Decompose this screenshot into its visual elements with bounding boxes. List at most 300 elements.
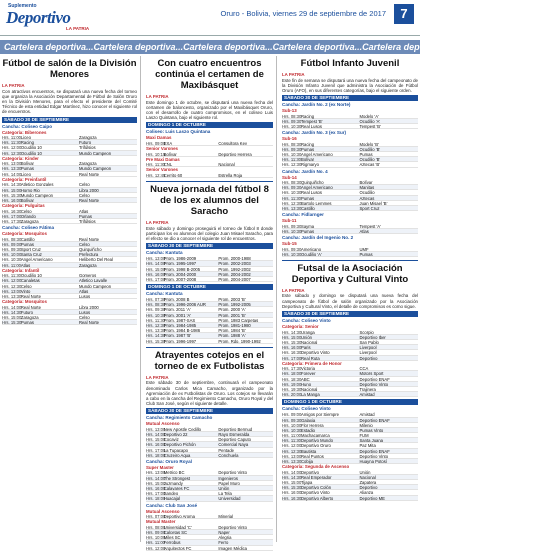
fixture-time: Hrs. 20:00 [282,392,302,398]
fixture-away-team: Conchuela [218,452,239,458]
schedule-category: Senior Varones [146,167,178,173]
fixture-time: Hrs. 18:00 [282,371,302,377]
fixture-away-team: Imagen Médica [218,545,248,551]
fixture-time: Hrs. 09:00 [282,412,302,418]
fixture-away-team: Trifúlsios [78,218,96,224]
fixture-home-team: Juzmandy [163,480,183,486]
fixture-time: Hrs. 12:30 [2,283,22,289]
fixture-row [146,453,273,458]
fixture-away-team: San Pablo [359,339,379,345]
fixture-away-team: Modelo 'B' [359,141,379,147]
fixture-home-team: Orlando [20,213,36,219]
fixture-away-team: Comercial Naya [218,442,249,448]
fixture-time: Hrs. 14:00 [2,304,22,310]
fixture-row [146,546,273,551]
fixture-away-team: Pumas Vinto [359,427,384,433]
fixture-time: Hrs. 11:30 [282,157,302,163]
fixture-time: Hrs. 09:30 [282,118,302,124]
fixture-away-team: Zaragoza [78,161,97,167]
fixture-home-team: Huno [301,381,312,387]
fixture-time: Hrs. 12:30 [282,200,302,206]
article-byline: LA PATRIA [282,287,305,293]
fixture-away-team: UMF [359,246,369,252]
fixture-time: Hrs. 10:30 [146,312,166,318]
newspaper-logo [6,3,106,33]
fixture-away-team: Liverpool [359,345,377,351]
fixture-time: Hrs. 07:00 [146,514,166,520]
fixture-away-team: Lusos [78,294,91,300]
fixture-home-team: Calcetas SC [163,529,188,535]
article-byline: LA PATRIA [282,72,305,77]
fixture-home-team: Deportivo Aroma [163,514,195,520]
fixture-away-team: Atletico Lavalle [78,278,108,284]
fixture-away-team: Sport Cruz [359,206,380,212]
fixture-time: Hrs. 18:00 [146,496,166,502]
fixture-time: Hrs. 15:00 [146,266,166,272]
fixture-time: Hrs. 12:30 [282,448,302,454]
fixture-home-team: New Apostle Cedillo [163,426,202,432]
fixture-time: Hrs. 08:30 [282,180,302,186]
schedule-category: Pre Maxi Damas [146,156,180,162]
schedule-venue: Cancha: Jardín No. 2 (ex Norte) [282,102,351,108]
fixture-away-team: Mundo Campeon [78,150,112,156]
fixture-away-team: Zaragoza [78,262,97,268]
fixture-home-team: Atlas [20,262,31,268]
fixture-away-team: Real Norte [78,171,99,177]
fixture-time: Hrs. 08:30 [146,302,166,308]
fixture-home-team: Prom. 1987 'B' [163,333,191,339]
fixture-home-team: Americano [301,246,322,252]
fixture-away-team: Trajinera [359,386,376,392]
schedule-venue: Cancha: Coliseo Vinto [282,406,331,412]
fixture-home-team: Cobija [301,459,313,465]
fixture-time: Hrs. 09:30 [282,185,302,191]
fixture-time: Hrs. 12:00 [2,278,22,284]
fixture-away-team: Amistad [359,412,375,418]
dateline: Oruro - Bolivia, viernes 29 de septiembre de 2017 [220,9,386,18]
article-lead: Este sábado 30 de septiembre, continuará el campeonato denominado Carlos Mica Camacho, organizado por la Agremiación de ex Futbolistas de Oruro. Los cotejos se llevarán a cabo en la cancha del Regimiento Camacho, Oruro Royal y del Club San José, según el siguiente detalle. [146,380,273,407]
fixture-away-team: Deportivo ENAF [359,376,390,382]
fixture-away-team: Consultora Kev [218,140,248,146]
fixture-home-team: Quirquiñcho [301,180,324,186]
article-maxibasquet [146,58,273,178]
fixture-away-team: Ocudilio [359,190,375,196]
fixture-home-team: Vinto [20,288,31,294]
fixture-away-team: Deportivo Vinto [218,470,247,476]
fixture-away-team: Prom. 1983 Carpetas [218,317,259,323]
fixture-time: Hrs. 14:30 [282,474,302,480]
fixture-away-team: Ocudilio 'A' [359,118,381,124]
article-byline: LA PATRIA [146,94,169,99]
fixture-time: Hrs. 15:00 [282,480,302,486]
fixture-home-team: Uranga [301,329,315,335]
fixture-home-team: Pumas [301,195,315,201]
fixture-home-team: Real Ruta [301,355,320,361]
fixture-away-team: Milenio [359,422,373,428]
fixture-away-team: Prom. Rdo. 1990-1992 [218,338,261,344]
fixture-away-team: Prom. 2004-2002 [218,271,251,277]
logo-supplement: Suplemento [8,3,37,9]
fixture-away-team: Pumas [78,213,92,219]
fixture-away-team: Libra 2000 [78,304,99,310]
schedule-category: Categoría: Infantil [2,267,40,273]
fixture-home-team: Huacajal [163,496,181,502]
fixture-time: Hrs. 15:00 [282,334,302,340]
schedule-venue: Cancha: Fidlarnger [282,212,324,218]
fixture-time: Hrs. 13:30 [146,328,166,334]
fixture-home-team: Flor Herrera [301,422,324,428]
article-title: Fútbol Infanto Juvenil [300,58,400,69]
fixture-away-team: Bolívar [359,180,373,186]
fixture-time: Hrs. 15:30 [282,339,302,345]
fixture-home-team: Victoria [301,366,315,372]
fixture-home-team: Arquitectos FC [163,545,192,551]
fixture-home-team: Sandeo [163,491,179,497]
article-juvenil [282,58,418,257]
fixture-time: Hrs. 10:30 [282,123,302,129]
fixture-away-team: Mundo Campeon [78,283,112,289]
schedule-venue: Cancha: Jardín del Ingenio No. 2 [282,235,354,241]
fixture-home-team: Amigos por Siempre [301,412,339,418]
fixture-home-team: Deportivo 22 [163,432,188,437]
fixture-home-team: Metrico BC [163,470,185,476]
fixture-time: Hrs. 15:30 [2,320,22,326]
fixture-time: Hrs. 19:30 [282,386,302,392]
fixture-away-team: Prom. 2001 'B' [218,312,246,318]
fixture-away-team: Huayna Potosí [359,459,387,465]
fixture-home-team: Zaragoza [20,218,39,224]
fixture-home-team: La Manga [301,392,320,398]
fixture-away-team: Aztecas 'B' [359,162,380,168]
fixture-home-team: Bolívar [20,197,34,203]
fixture-away-team: Prom. 1992-2002 [218,266,251,272]
fixture-time: Hrs. 11:30 [146,162,166,168]
fixture-home-team: Deportivo Pichón [163,442,196,448]
fixture-time: Hrs. 16:00 [146,271,166,277]
fixture-away-team: Atlas [78,288,89,294]
fixture-home-team: Prom. 1995-1997 [163,261,197,267]
schedule-category: Categoría: Primera de Honor [282,360,342,366]
fixture-home-team: Sayma [301,223,315,229]
fixture-away-team: Rayo Esmeralda [218,432,250,437]
fixture-away-team: Atlas [359,228,369,234]
fixture-away-team: Pentade [218,447,234,453]
fixture-away-team: Real Norte [78,236,99,242]
schedule-category: Mutual Ascenso [146,508,180,514]
fixture-away-team: Celso [78,241,90,247]
fixture-time: Hrs. 17:00 [146,491,166,497]
schedule-category: Sub-16 [282,136,297,142]
fixture-time: Hrs. 10:30 [282,251,302,257]
column-left [2,56,141,542]
fixture-time: Hrs. 08:30 [282,141,302,147]
fixture-away-team: Futuro [78,140,92,146]
fixture-home-team: Pumas [301,228,315,234]
fixture-time: Hrs. 12:00 [282,443,302,449]
article-lead: Con atractivos encuentros, se disputará una nueva fecha del torneo que organiza la Asociación Departamental de Fútbol de Salón Oruro en la División Menores, para el efecto el presidente del Comité Técnico de esta entidad Edgar Martínez, hizo conocer el siguiente rol de encuentros. [2,88,137,115]
fixture-time: Hrs. 12:45 [146,172,166,178]
fixture-home-team: Prom. 2004-2000 [163,271,197,277]
fixture-time: Hrs. 16:00 [2,197,22,203]
fixture-time: Hrs. 17:00 [2,213,22,219]
fixture-time: Hrs. 17:00 [146,276,166,282]
fixture-time: Hrs. 11:00 [282,433,302,439]
fixture-home-team: Prom. 1984-1985 [163,323,197,329]
fixture-time: Hrs. 13:00 [146,256,166,262]
fixture-time: Hrs. 16:30 [282,350,302,356]
fixture-away-team: Alegria [218,535,232,541]
fixture-away-team: Trifúlsios [78,145,96,151]
fixture-away-team: Quirquiñcho [78,247,102,253]
fixture-home-team: Calavares FC [163,486,190,491]
fixture-away-team: Deportivo [359,355,378,361]
fixture-time: Hrs. 10:30 [2,257,22,263]
fixture-away-team: Minerial [218,514,234,520]
fixture-home-team: Estadio [301,427,315,433]
fixture-row [282,252,418,257]
fixture-home-team: Bolívar [20,161,34,167]
fixture-away-team: Real Norte [78,320,99,326]
schedule-date: DOMINGO 1 DE OCTUBRE [146,122,273,128]
article-title: Nueva jornada del fútbol 8 de los ex alumnos del Saracho [150,184,269,218]
fixture-time: Hrs. 16:00 [282,490,302,496]
article-byline: LA PATRIA [146,374,169,380]
fixture-home-team: Pumas [20,166,34,172]
fixture-away-team: Prom. 1984 'B' [218,328,246,334]
fixture-time: Hrs. 15:00 [2,187,22,193]
fixture-home-team: Sport Cruz [20,247,41,253]
fixture-home-team: Deportivo Colón [301,485,332,491]
fixture-home-team: Machacamarca [301,433,330,439]
article-lead: Este domingo 1 de octubre, se disputará una nueva fecha del certamen de baloncesto, organizado por el Maxibásquet Oruro, con el desarrollo de cuatro compromisos, en el coliseo Luis Laszo Quintana, bajo el siguiente rol. [146,99,273,121]
fixture-home-team: Miles SC [163,535,181,541]
fixture-time: Hrs. 08:00 [146,524,166,530]
fixture-time: Hrs. 14:30 [146,333,166,339]
fixture-time: Hrs. 16:00 [146,486,166,491]
fixture-home-team: Prom. 2011 'A' [163,307,191,313]
fixture-home-team: Real Emperador [301,474,332,480]
article-byline: LA PATRIA [146,220,169,226]
fixture-home-team: EXA [163,140,173,146]
fixture-row [2,320,137,325]
fixture-home-team: Deportivo Vinto [301,490,330,496]
masthead [0,0,420,36]
fixture-row [282,229,418,234]
fixture-time: Hrs. 13:30 [282,206,302,212]
fixture-home-team: Prom. 1986-2009 [163,256,197,262]
fixture-time: Hrs. 14:30 [2,182,22,188]
fixture-away-team: Prom. 1981-1980 [218,323,251,329]
fixture-away-team: Scorpio [359,329,374,335]
fixture-away-team: Modelo 'A' [359,113,379,119]
fixture-time: Hrs. 14:00 [146,432,166,437]
schedule-date: DOMINGO 1 DE OCTUBRE [282,399,418,405]
fixture-home-team: Prom. 1996-1997 [163,338,197,344]
fixture-away-team: Zapatera [359,480,377,486]
fixture-away-team: Libra 2000 [78,187,99,193]
fixture-time: Hrs. 16:00 [146,442,166,448]
fixture-home-team: Futuro [20,309,33,315]
fixture-home-team: Liceo [20,171,31,177]
fixture-time: Hrs. 12:00 [2,145,22,151]
fixture-away-team: Prom. 1988 'A' [218,333,246,339]
schedule-venue: Cancha: Club San José [146,502,198,508]
fixture-away-team: Deportivo Vinto [218,524,247,530]
fixture-home-team: Liceo [20,135,31,141]
article-byline: LA PATRIA [2,83,25,88]
fixture-home-team: Bolívar [301,157,315,163]
schedule-venue: Cancha: Coliseo Vinto [282,318,331,324]
fixture-home-team: Prom. 2007-2008 [163,276,197,282]
fixture-home-team: Ocudilio 10 [20,273,42,279]
fixture-away-team: Deportivo [359,485,378,491]
fixture-away-team: Celso [78,182,90,188]
fixture-home-team: Celso [20,283,32,289]
schedule-venue: Cancha: Jardín No. 4 [282,168,328,174]
fixture-time: Hrs. 14:30 [282,329,302,335]
fixture-time: Hrs. 13:00 [2,161,22,167]
fixture-home-team: Pumas [20,320,34,326]
article-lead: Este sábado y domingo proseguirá el torneo de fútbol 8 donde participan los ex alumnos del colegio Juan Misael Saracho, para el efecto se dio a conocer el siguiente rol de encuentros. [146,225,273,241]
schedule-venue: Cancha: Jardín No. 3 (ex Sur) [282,130,347,136]
fixture-time: Hrs. 10:30 [282,152,302,158]
fixture-time: Hrs. 12:30 [282,162,302,168]
fixture-away-team: Prom. 2003 'B' [218,297,246,303]
fixture-time: Hrs. 09:00 [146,529,166,535]
fixture-home-team: Horno Rio [20,187,40,193]
fixture-away-team: Prom. 2000-1988 [218,256,251,262]
schedule-category: Categoría: Biberones [2,129,47,135]
fixture-home-team: Angel Americano [301,185,333,191]
fixture-home-team: Cerrito 60 [163,172,183,178]
fixture-home-team: Racing [301,113,315,119]
fixture-time: Hrs. 15:00 [2,315,22,321]
schedule-venue: Coliseo: Luis Laszo Quintana [146,129,211,135]
fixture-away-team: Juan Misael 'B' [359,200,388,206]
fixture-away-team: Alianza [359,490,374,496]
fixture-row [146,339,273,344]
fixture-away-team: Manitas [359,185,375,191]
fixture-time: Hrs. 12:30 [2,150,22,156]
schedule-category: Categoría: Senior [282,324,319,330]
fixture-away-team: Motors Sport [359,371,384,377]
fixture-home-team: Real Norte [20,304,41,310]
divider [146,347,273,348]
fixture-time: Hrs. 15:30 [282,485,302,491]
fixture-home-team: Atletico Gonzales [20,182,54,188]
fixture-time: Hrs. 09:30 [282,146,302,152]
schedule-venue: Cancha: Kantuta [146,291,183,297]
schedule-category: Categoría: Preinfantil [2,176,47,182]
fixture-away-team: Deportivo ENAF [359,417,390,423]
schedule-category: Categoría: Segunda de Ascenso [282,464,350,470]
fixture-home-team: Deportivo Alberto [301,495,334,501]
fixture-time: Hrs. 11:30 [282,438,302,444]
schedule-venue: Cancha: Coliseo Fátima [2,225,55,231]
fixture-away-team: Tempest 'A' [359,223,381,229]
fixture-home-team: Bolívar [163,151,177,157]
fixture-away-team: Tempest 'B' [359,123,381,129]
fixture-home-team: Prom. 1987-SAS [163,317,196,323]
fixture-away-team: FUM [359,433,369,439]
fixture-away-team: Aztecas [359,195,375,201]
fixture-away-team: Celso [78,192,90,198]
fixture-home-team: Deportivo [301,469,319,475]
schedule-venue: Cancha: Coliseo Caipo [2,123,53,129]
fixture-time: Hrs. 11:30 [282,195,302,201]
fixture-time: Hrs. 10:00 [146,535,166,541]
fixture-away-team: Deportivo Vinto [359,381,389,387]
fixture-home-team: Prom. 2001 'A' [163,312,191,318]
fixture-row [282,206,418,211]
article-vinto [282,263,418,501]
fixture-home-team: Pumas [20,241,34,247]
fixture-time: Hrs. 15:30 [2,192,22,198]
fixture-home-team: Pumas [301,146,315,152]
fixture-row [146,173,273,178]
fixture-time: Hrs. 09:30 [146,307,166,313]
fixture-time: Hrs. 15:00 [146,480,166,486]
fixture-home-team: Cruzeiro Aqua [163,452,191,458]
fixture-home-team: ABC [301,376,310,382]
schedule-category: Sub-15 [282,241,297,247]
fixture-away-team: Unión [218,486,230,491]
fixture-row [2,219,137,224]
fixture-row [282,392,418,397]
fixture-home-team: Celso [20,208,32,214]
fixture-time: Hrs. 11:30 [2,273,22,279]
fixture-away-team: Deportivo Herrera [218,151,252,157]
fixture-home-team: La Tupacapo [163,447,188,453]
fixture-home-team: Tempest 'B' [301,118,323,124]
fixture-time: Hrs. 09:00 [146,140,166,146]
schedule-venue: Cancha: Regimiento Camacho [146,415,213,421]
fixture-away-team: Prefectura [78,252,99,258]
fixture-home-team: Prom. 1996-2006 AUR [163,302,206,308]
column-right [279,56,418,542]
schedule-category: Sub-14 [282,174,297,180]
fixture-row [282,124,418,129]
fixture-home-team: Deportivo Oruro [301,443,331,449]
fixture-time: Hrs. 17:30 [282,366,302,372]
fixture-away-team: Papel Muro [218,480,240,486]
fixture-time: Hrs. 11:30 [146,317,166,323]
article-saracho [146,184,273,344]
fixture-away-team: Prom. 2002-2003 [218,261,251,267]
schedule-category: Categoría: Kinder [2,155,39,161]
fixture-time: Hrs. 14:00 [146,475,166,481]
fixture-time: Hrs. 09:30 [2,247,22,253]
fixture-time: Hrs. 13:00 [282,453,302,459]
column-middle [143,56,277,551]
schedule-venue: Cancha: Kantuta [146,250,183,256]
fixture-row [282,496,418,501]
fixture-home-team: Deportivo Vinto [301,350,330,356]
fixture-away-team: Deportivo Bermud [218,426,253,432]
fixture-away-team: Liverpool [359,350,377,356]
fixture-away-team: Deportivo ME [359,495,385,501]
fixture-time: Hrs. 13:30 [282,459,302,465]
fixture-time: Hrs. 09:30 [282,417,302,423]
fixture-away-team: Ocudilio 'B' [359,146,381,152]
fixture-home-team: Cocaviz [163,437,179,443]
fixture-time: Hrs. 12:00 [146,545,166,551]
fixture-home-team: Castillo [301,206,315,212]
schedule-category: Mutual Ascenso [146,421,180,427]
fixture-time: Hrs. 11:00 [146,540,166,546]
fixture-home-team: Deportivo Mundo [301,438,333,444]
fixture-time: Hrs. 16:00 [282,345,302,351]
